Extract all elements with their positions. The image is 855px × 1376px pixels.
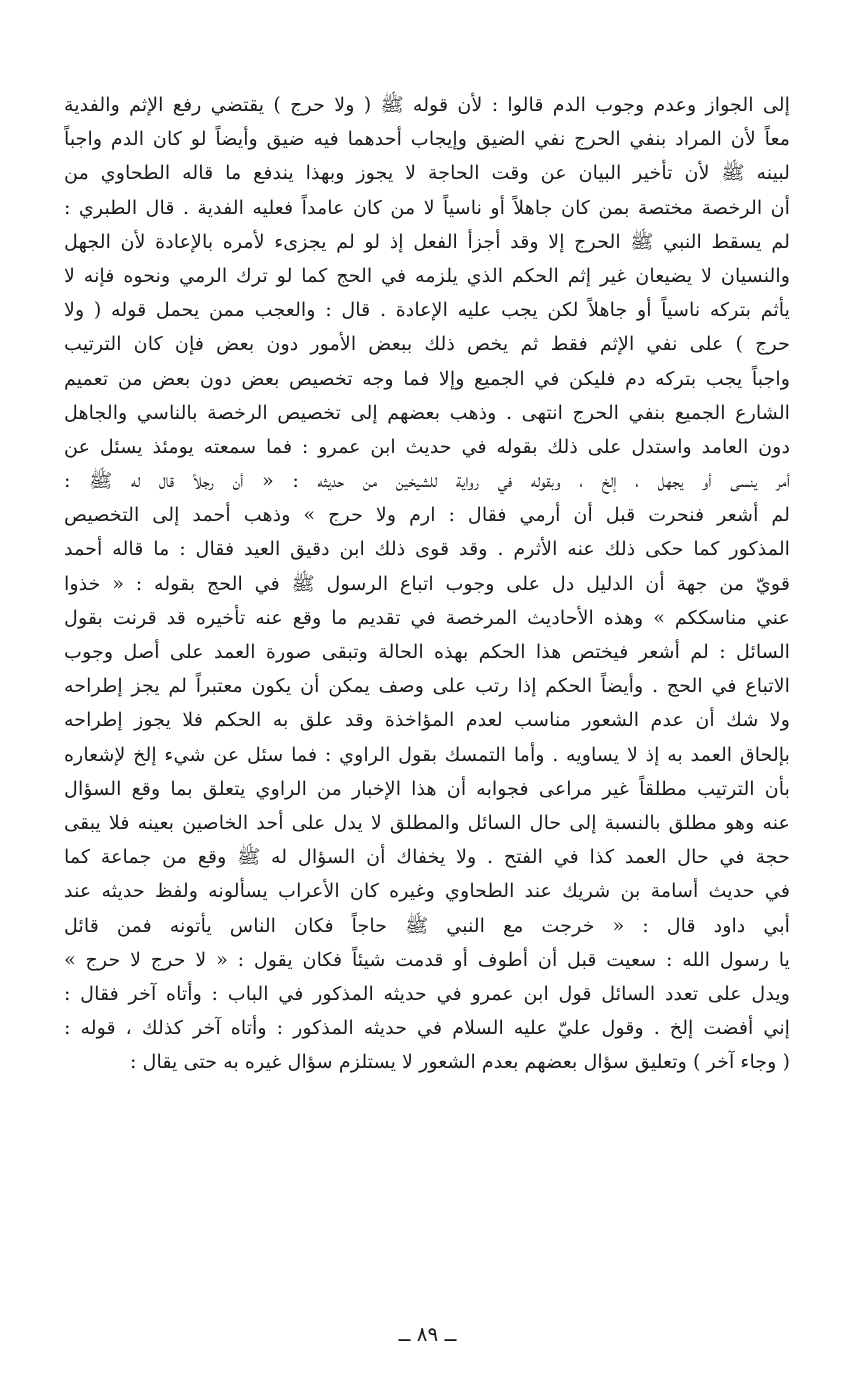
text-line: الشارع الجميع بنفي الحرج انتهى . وذهب بعضهم إلى تخصيص الرخصة بالناسي والجاهل [64,400,790,424]
text-line: ويدل على تعدد السائل قول ابن عمرو في حديثه المذكور في الباب : وأتاه آخر فقال : [64,981,790,1005]
text-line: أبي داود قال : « خرجت مع النبي ﷺ حاجاً فكان الناس يأتونه فمن قائل [64,913,790,937]
text-line: عني مناسككم » وهذه الأحاديث المرخصة في تقديم ما وقع عنه تأخيره قد قرنت بقول [64,605,790,629]
text-line: حجة في حال العمد كذا في الفتح . ولا يخفاك أن السؤال له ﷺ وقع من جماعة كما [64,845,790,869]
text-line: يأثم بتركه ناسياً أو جاهلاً لكن يجب عليه الإعادة . قال : والعجب ممن يحمل قوله ( ولا [64,298,790,322]
text-line: حرج ) على نفي الإثم فقط ثم يخص ذلك ببعض الأمور دون بعض فإن كان الترتيب [64,332,790,356]
text-line: إني أفضت إلخ . وقول عليّ عليه السلام في حديثه المذكور : وأتاه آخر كذلك ، قوله : [64,1016,790,1040]
text-line: بأن الترتيب مطلقاً غير مراعى فجوابه أن هذا الإخبار من الراوي يتعلق بما وقع السؤال [64,776,790,800]
text-line: عنه وهو مطلق بالنسبة إلى حال السائل والمطلق لا يدل على أحد الخاصين بعينه فلا يبقى [64,810,790,834]
text-line: يا رسول الله : سعيت قبل أن أطوف أو قدمت شيئاً فكان يقول : « لا حرج لا حرج » [64,947,790,971]
text-line: أن الرخصة مختصة بمن كان جاهلاً أو ناسياً لا من كان عامداً فعليه الفدية . قال الطبري : [64,195,790,219]
text-line: دون العامد واستدل على ذلك بقوله في حديث ابن عمرو : فما سمعته يومئذ يسئل عن [64,434,790,458]
text-line: السائل : لم أشعر فيختص هذا الحكم بهذه الحالة وتبقى صورة العمد على أصل وجوب [64,640,790,663]
text-line: واجباً يجب بتركه دم فليكن في الجميع وإلا فما وجه تخصيص بعض دون بعض من تعميم [64,366,790,390]
text-line: الاتباع في الحج . وأيضاً الحكم إذا رتب على وصف يمكن أن يكون معتبراً لم يجز إطراحه [64,674,790,698]
text-line: والنسيان لا يضيعان غير إثم الحكم الذي يلزمه في الحج كما لو ترك الرمي ونحوه فإنه لا [64,263,790,287]
text-line: في حديث أسامة بن شريك عند الطحاوي وغيره كان الأعراب يسألونه ولفظ حديثه عند [64,879,790,903]
text-line: المذكور كما حكى ذلك عنه الأثرم . وقد قوى ذلك ابن دقيق العيد فقال : ما قاله أحمد [64,537,790,561]
text-line: بإلحاق العمد به إذ لا يساويه . وأما التمسك بقول الراوي : فما سئل عن شيء إلخ لإشعاره [64,742,790,766]
text-line: إلى الجواز وعدم وجوب الدم قالوا : لأن قوله ﷺ ( ولا حرج ) يقتضي رفع الإثم والفدية [64,93,790,116]
text-line: أمر ينسى أو يجهل ، إلخ ، وبقوله في رواية للشيخين من حديثه : « أن رجلاً قال له ﷺ : [64,469,790,493]
text-line: ولا شك أن عدم الشعور مناسب لعدم المؤاخذة وقد علق به الحكم فلا يجوز إطراحه [64,708,790,732]
text-line: لبينه ﷺ لأن تأخير البيان عن وقت الحاجة لا يجوز وبهذا يندفع ما قاله الطحاوي من [64,161,790,185]
page-number: ــ ٨٩ ــ [398,1322,457,1346]
text-line: قويّ من جهة أن الدليل دل على وجوب اتباع الرسول ﷺ في الحج بقوله : « خذوا [64,571,790,595]
text-line: لم أشعر فنحرت قبل أن أرمي فقال : ارم ولا حرج » وذهب أحمد إلى التخصيص [64,503,790,527]
text-line: ( وجاء آخر ) وتعليق سؤال بعضهم بعدم الشعور لا يستلزم سؤال غيره به حتى يقال : [129,1050,790,1074]
text-line: لم يسقط النبي ﷺ الحرج إلا وقد أجزأ الفعل إذ لو لم يجزىء لأمره بالإعادة لأن الجهل [64,229,790,253]
body-text [64,88,790,1079]
text-line: معاً لأن المراد بنفي الحرج نفي الضيق وإيجاب أحدهما فيه ضيق وأيضاً لو كان الدم واجباً [64,127,790,151]
